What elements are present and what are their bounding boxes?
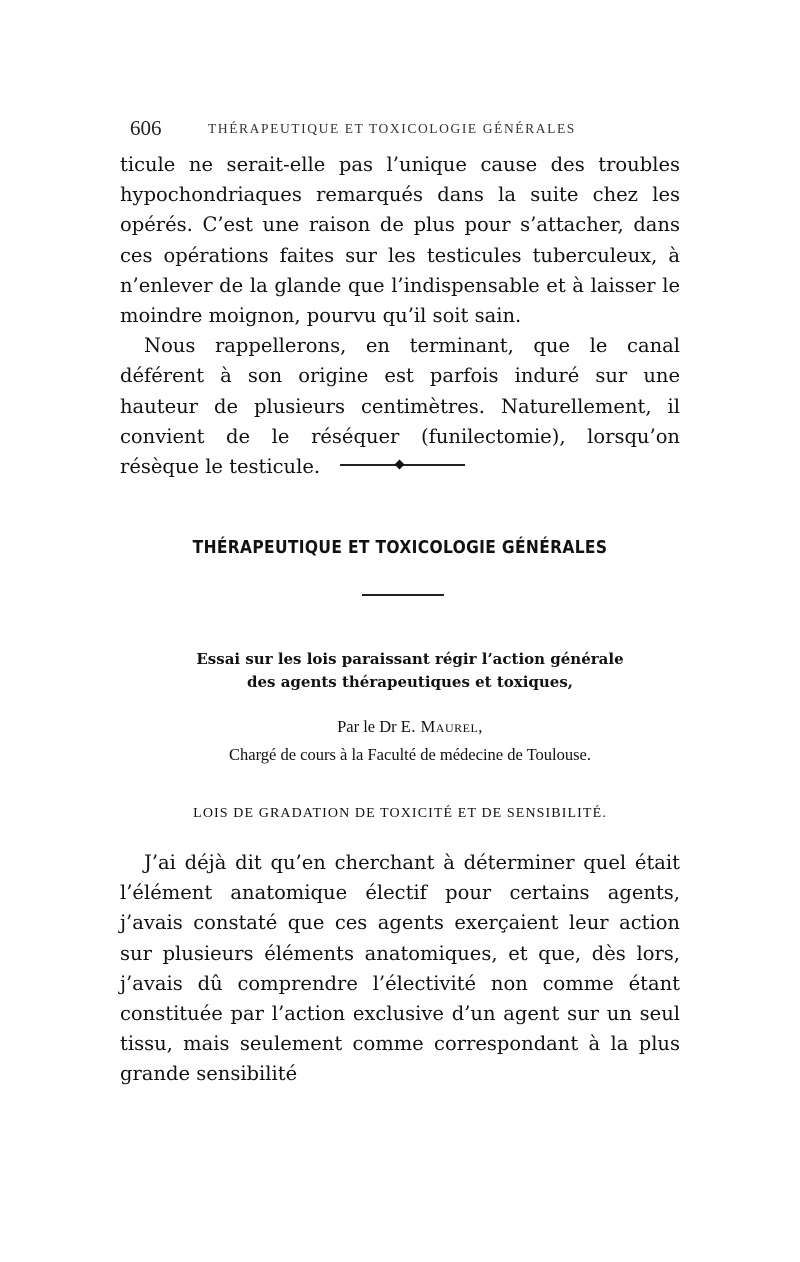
page-number: 606 <box>130 116 162 140</box>
article-title-line: Essai sur les lois paraissant régir l’action générale <box>196 650 624 668</box>
article-body <box>120 848 680 1090</box>
paragraph: ticule ne serait-elle pas l’unique cause des troubles hypochondriaques remarqués dans la suite chez les opérés. C’est une raison de plus pour s’attacher, dans ces opérations faites sur les testicules tuberculeux, à n’enlever de la glande que l’indispensable et à laisser le moindre moignon, pourvu qu’il soit sain. <box>120 153 680 328</box>
subsection-title: LOIS DE GRADATION DE TOXICITÉ ET DE SENSIBILITÉ. <box>193 806 607 821</box>
short-divider <box>362 594 444 596</box>
ornamental-divider <box>340 460 465 470</box>
article-title-line: des agents thérapeutiques et toxiques, <box>247 673 573 691</box>
section-title: THÉRAPEUTIQUE ET TOXICOLOGIE GÉNÉRALES <box>192 537 608 558</box>
author-name: E. Maurel, <box>400 717 483 736</box>
page-header <box>130 116 690 140</box>
paragraph: Nous rappellerons, en terminant, que le canal déférent à son origine est parfois induré sur une hauteur de plusieurs centimètres. Naturellement, il convient de le réséquer (funilectomie), lorsqu’on résèque le testicule. <box>120 334 680 479</box>
article-title <box>130 648 690 694</box>
continuation-text <box>120 150 680 482</box>
article-author <box>130 714 690 740</box>
author-prefix: Par le Dr <box>337 717 401 736</box>
author-affiliation: Chargé de cours à la Faculté de médecine de Toulouse. <box>228 745 592 764</box>
paragraph: J’ai déjà dit qu’en cherchant à déterminer quel était l’élément anatomique électif pour certains agents, j’avais constaté que ces agents exerçaient leur action sur plusieurs éléments anatomiques, et que, dès lors, j’avais dû comprendre l’électivité non comme étant constituée par l’action exclusive d’un agent sur un seul tissu, mais seulement comme correspondant à la plus grande sensibilité <box>120 851 680 1086</box>
divider-diamond-icon <box>395 460 405 470</box>
running-head: THÉRAPEUTIQUE ET TOXICOLOGIE GÉNÉRALES <box>208 121 576 136</box>
